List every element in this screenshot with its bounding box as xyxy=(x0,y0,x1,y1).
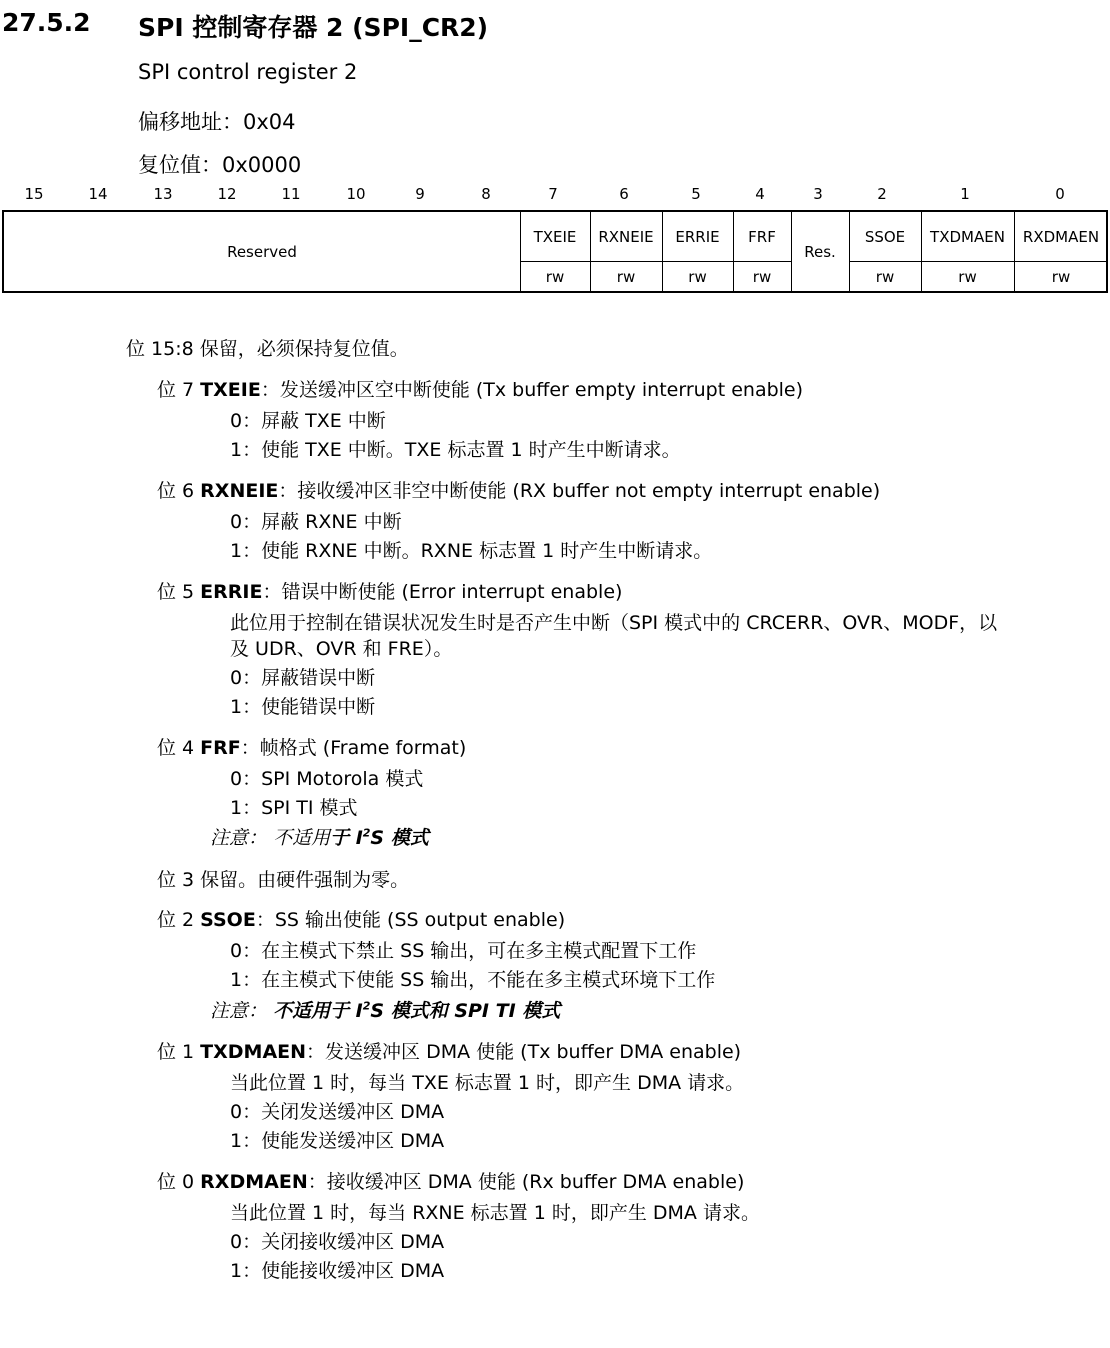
bit4-heading xyxy=(157,733,466,760)
bit6-line: 1：使能 RXNE 中断。RXNE 标志置 1 时产生中断请求。 xyxy=(230,540,713,562)
bit4-note xyxy=(210,823,429,850)
bit-number: 11 xyxy=(281,185,301,203)
bit6-line: 0：屏蔽 RXNE 中断 xyxy=(230,511,402,533)
access-frf: rw xyxy=(752,268,772,286)
bit6-name: RXNEIE xyxy=(200,480,279,502)
access-txeie: rw xyxy=(545,268,565,286)
bit-number: 3 xyxy=(813,185,823,203)
access-errie: rw xyxy=(688,268,707,286)
bit5-line: 此位用于控制在错误状况发生时是否产生中断（SPI 模式中的 CRCERR、OVR、MODF，以 xyxy=(230,612,998,634)
bit-number: 9 xyxy=(415,185,425,203)
section-number: 27.5.2 xyxy=(2,8,91,37)
bit4-title: ：帧格式 (Frame format) xyxy=(240,737,467,759)
bit7-prefix: 位 7 xyxy=(157,379,201,401)
bit0-title: ：接收缓冲区 DMA 使能 (Rx buffer DMA enable) xyxy=(307,1171,745,1193)
bit5-line: 1：使能错误中断 xyxy=(230,696,376,718)
bit-number: 7 xyxy=(548,185,558,203)
field-ssoe: SSOE xyxy=(864,227,906,246)
bit7-line: 0：屏蔽 TXE 中断 xyxy=(230,410,386,432)
bit5-title: ：错误中断使能 (Error interrupt enable) xyxy=(262,581,623,603)
bit7-heading xyxy=(157,375,803,402)
bit6-heading xyxy=(157,476,880,503)
bit2-note-label: 注意： xyxy=(210,1000,268,1022)
access-txdmaen: rw xyxy=(958,268,977,286)
bit2-note-sup: 2 xyxy=(362,999,371,1013)
bit4-note-text: 不适用 xyxy=(273,827,331,849)
bit-number: 10 xyxy=(346,185,366,203)
bit3-description: 位 3 保留。由硬件强制为零。 xyxy=(157,869,410,891)
bit2-note-text: 不适用于 I xyxy=(273,1000,363,1022)
bit2-note xyxy=(210,996,560,1023)
bit2-line: 0：在主模式下禁止 SS 输出，可在多主模式配置下工作 xyxy=(230,940,697,962)
bit2-line: 1：在主模式下使能 SS 输出，不能在多主模式环境下工作 xyxy=(230,969,716,991)
bit1-heading xyxy=(157,1037,741,1064)
bit2-prefix: 位 2 xyxy=(157,909,201,931)
bit4-note-sup: 2 xyxy=(362,826,371,840)
bit4-note-text: 于 I xyxy=(330,827,363,849)
bit6-title: ：接收缓冲区非空中断使能 (RX buffer not empty interrupt enable) xyxy=(278,480,881,502)
bit5-name: ERRIE xyxy=(200,581,263,603)
bit4-prefix: 位 4 xyxy=(157,737,201,759)
field-res: Res. xyxy=(804,242,836,261)
bit4-name: FRF xyxy=(200,737,241,759)
bit1-line: 1：使能发送缓冲区 DMA xyxy=(230,1130,445,1152)
register-diagram xyxy=(2,210,1108,293)
bit-number: 1 xyxy=(960,185,970,203)
bit4-note-label: 注意： xyxy=(210,827,268,849)
bit7-title: ：发送缓冲区空中断使能 (Tx buffer empty interrupt enable) xyxy=(260,379,804,401)
field-rxneie: RXNEIE xyxy=(598,227,654,246)
access-ssoe: rw xyxy=(875,268,895,286)
bit5-line: 0：屏蔽错误中断 xyxy=(230,667,376,689)
bit0-line: 0：关闭接收缓冲区 DMA xyxy=(230,1231,445,1253)
access-rxdmaen: rw xyxy=(1051,268,1071,286)
bit4-note-text: S 模式 xyxy=(370,827,429,849)
access-rxneie: rw xyxy=(616,268,636,286)
bit0-heading xyxy=(157,1167,744,1194)
field-txdmaen: TXDMAEN xyxy=(930,227,1005,246)
bit-number: 12 xyxy=(217,185,237,203)
reset-value: 复位值：0x0000 xyxy=(138,153,302,177)
bit4-line: 1：SPI TI 模式 xyxy=(230,797,358,819)
bit4-line: 0：SPI Motorola 模式 xyxy=(230,768,424,790)
bit-number: 8 xyxy=(481,185,491,203)
bit1-line: 当此位置 1 时，每当 TXE 标志置 1 时，即产生 DMA 请求。 xyxy=(230,1072,745,1094)
bit5-prefix: 位 5 xyxy=(157,581,201,603)
bit7-name: TXEIE xyxy=(200,379,261,401)
bit2-heading xyxy=(157,905,565,932)
section-title: SPI 控制寄存器 2 (SPI_CR2) xyxy=(138,13,489,42)
bit-number: 2 xyxy=(877,185,887,203)
reserved-field: Reserved xyxy=(227,242,297,261)
bit-number: 5 xyxy=(691,185,701,203)
bit2-title: ：SS 输出使能 (SS output enable) xyxy=(255,909,566,931)
bit0-line: 1：使能接收缓冲区 DMA xyxy=(230,1260,445,1282)
bits15-8-description: 位 15:8 保留，必须保持复位值。 xyxy=(126,338,409,360)
bit-number: 14 xyxy=(88,185,108,203)
bit1-title: ：发送缓冲区 DMA 使能 (Tx buffer DMA enable) xyxy=(306,1041,742,1063)
bit7-line: 1：使能 TXE 中断。TXE 标志置 1 时产生中断请求。 xyxy=(230,439,681,461)
field-frf: FRF xyxy=(748,227,776,246)
bit1-prefix: 位 1 xyxy=(157,1041,201,1063)
bit0-name: RXDMAEN xyxy=(200,1171,308,1193)
bit-number: 13 xyxy=(153,185,173,203)
bit6-prefix: 位 6 xyxy=(157,480,201,502)
bit-number: 6 xyxy=(619,185,629,203)
bit2-note-text: S 模式和 SPI TI 模式 xyxy=(370,1000,561,1022)
bit-number: 4 xyxy=(755,185,765,203)
bit0-prefix: 位 0 xyxy=(157,1171,201,1193)
bit-number: 15 xyxy=(24,185,44,203)
bit0-line: 当此位置 1 时，每当 RXNE 标志置 1 时，即产生 DMA 请求。 xyxy=(230,1202,760,1224)
offset-address: 偏移地址：0x04 xyxy=(138,110,296,134)
bit2-name: SSOE xyxy=(200,909,256,931)
field-txeie: TXEIE xyxy=(533,227,577,246)
bit5-heading xyxy=(157,577,622,604)
bit1-line: 0：关闭发送缓冲区 DMA xyxy=(230,1101,445,1123)
bit5-line: 及 UDR、OVR 和 FRE）。 xyxy=(230,638,453,660)
field-errie: ERRIE xyxy=(675,227,720,246)
register-subtitle: SPI control register 2 xyxy=(138,60,358,84)
bit-number: 0 xyxy=(1055,185,1065,203)
field-rxdmaen: RXDMAEN xyxy=(1022,227,1100,246)
bit1-name: TXDMAEN xyxy=(200,1041,307,1063)
